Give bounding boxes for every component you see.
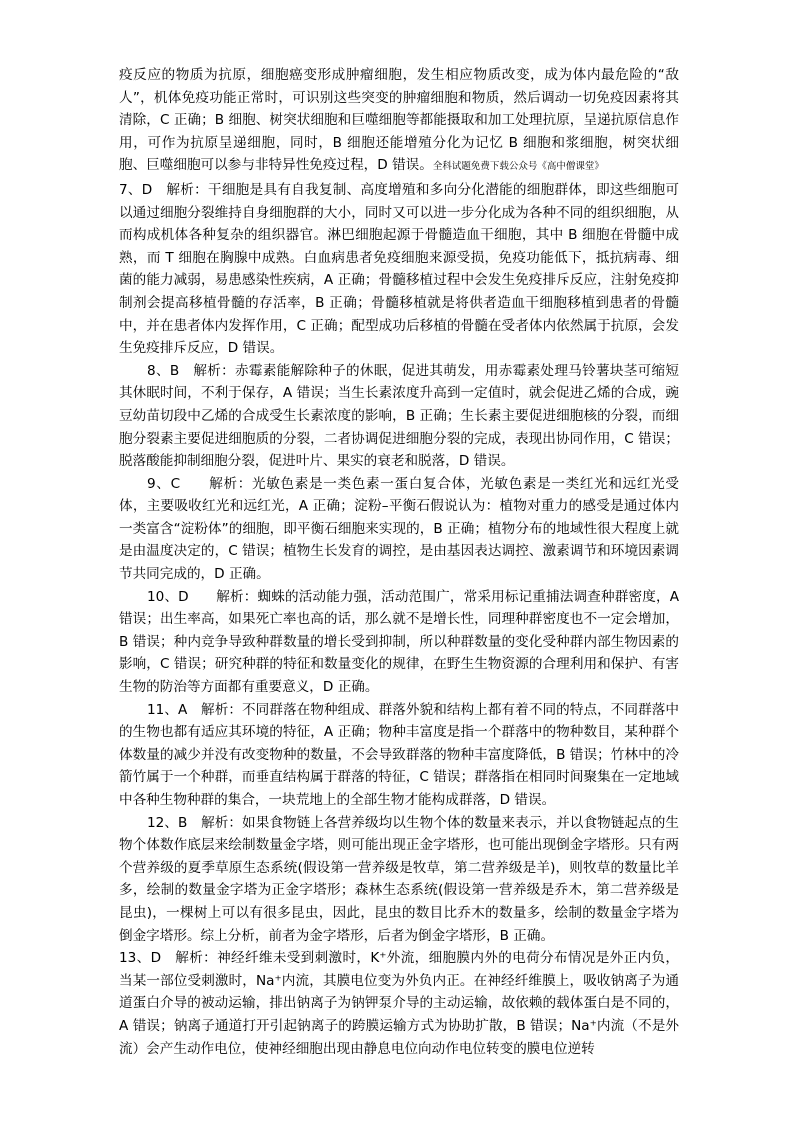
paragraph-immunity-continued [119, 64, 679, 179]
document-page [119, 64, 679, 1060]
paragraph-answer-9: 9、C 解析：光敏色素是一类色素一蛋白复合体，光敏色素是一类红光和远红光受体，主要吸收红光和远红光，A 正确；淀粉–平衡石假说认为：植物对重力的感受是通过体内一类富含“淀粉体”的细胞，即平衡石细胞来实现的，B 正确；植物分布的地域性很大程度上就是由温度决定的，C 错误；植物生长发育的调控，是由基因表达调控、激素调节和环境因素调节共同完成的，D 正确。 [119, 475, 679, 583]
paragraph-answer-11: 11、A 解析：不同群落在物种组成、群落外貌和结构上都有着不同的特点，不同群落中的生物也都有适应其环境的特征，A 正确；物种丰富度是指一个群落中的物种数目，某种群个体数量的减少并没有改变物种的数量，不会导致群落的物种丰富度降低，B 错误；竹林中的冷箭竹属于一个种群，而垂直结构属于群落的特征，C 错误；群落指在相同时间聚集在一定地域中各种生物种群的集合，一块荒地上的全部生物才能构成群落，D 错误。 [119, 701, 679, 808]
paragraph-answer-7: 7、D 解析：干细胞是具有自我复制、高度增殖和多向分化潜能的细胞群体，即这些细胞可以通过细胞分裂维持自身细胞群的大小，同时又可以进一步分化成为各种不同的组织细胞，从而构成机体各种复杂的组织器官。淋巴细胞起源于骨髓造血干细胞，其中 B 细胞在骨髓中成熟，而 T 细胞在胸腺中成熟。白血病患者免疫细胞来源受损，免疫功能低下，抵抗病毒、细菌的能力减弱，易患感染性疾病，A 正确；骨髓移植过程中会发生免疫排斥反应，注射免疫抑制剂会提高移植骨髓的存活率，B 正确；骨髓移植就是将供者造血干细胞移植到患者的骨髓中，并在患者体内发挥作用，C 正确；配型成功后移植的骨髓在受者体内依然属于抗原，会发生免疫排斥反应，D 错误。 [119, 181, 679, 357]
paragraph-answer-8: 8、B 解析：赤霉素能解除种子的休眠，促进其萌发，用赤霉素处理马铃薯块茎可缩短其休眠时间，不利于保存，A 错误；当生长素浓度升高到一定值时，就会促进乙烯的合成，豌豆幼苗切段中乙烯的合成受生长素浓度的影响，B 正确；生长素主要促进细胞核的分裂，而细胞分裂素主要促进细胞质的分裂，二者协调促进细胞分裂的完成，表现出协同作用，C 错误；脱落酸能抑制细胞分裂，促进叶片、果实的衰老和脱落，D 错误。 [119, 362, 679, 470]
paragraph-answer-13: 13、D 解析：神经纤维未受到刺激时，K⁺外流，细胞膜内外的电荷分布情况是外正内负，当某一部位受刺激时，Na⁺内流，其膜电位变为外负内正。在神经纤维膜上，吸收钠离子为通道蛋白介导的被动运输，排出钠离子为钠钾泵介导的主动运输，故依赖的载体蛋白是不同的，A 错误；钠离子通道打开引起钠离子的跨膜运输方式为协助扩散，B 错误；Na⁺内流（不是外流）会产生动作电位，使神经细胞出现由静息电位向动作电位转变的膜电位逆转 [119, 950, 679, 1057]
source-note: 全科试题免费下载公众号《高中僧课堂》 [432, 161, 604, 173]
paragraph-text: 疫反应的物质为抗原，细胞癌变形成肿瘤细胞，发生相应物质改变，成为体内最危险的“敌人”，机体免疫功能正常时，可识别这些突变的肿瘤细胞和物质，然后调动一切免疫因素将其清除，C 正确；B 细胞、树突状细胞和巨噬细胞等都能摄取和加工处理抗原，呈递抗原信息作用，可作为抗原呈递细胞，同时，B 细胞还能增殖分化为记忆 B 细胞和浆细胞，树突状细胞、巨噬细胞可以参与非特异性免疫过程，D 错误。 [119, 67, 679, 174]
paragraph-answer-12: 12、B 解析：如果食物链上各营养级均以生物个体的数量来表示，并以食物链起点的生物个体数作底层来绘制数量金字塔，则可能出现正金字塔形，也可能出现倒金字塔形。只有两个营养级的夏季草原生态系统(假设第一营养级是牧草，第二营养级是羊)，则牧草的数量比羊多，绘制的数量金字塔为正金字塔形；森林生态系统(假设第一营养级是乔木，第二营养级是昆虫)，一棵树上可以有很多昆虫，因此，昆虫的数目比乔木的数量多，绘制的数量金字塔为倒金字塔形。综上分析，前者为金字塔形，后者为倒金字塔形，B 正确。 [119, 814, 679, 944]
paragraph-answer-10: 10、D 解析：蜘蛛的活动能力强，活动范围广，常采用标记重捕法调查种群密度，A 错误；出生率高，如果死亡率也高的话，那么就不是增长性，同理种群密度也不一定会增加，B 错误；种内竞争导致种群数量的增长受到抑制，所以种群数量的变化受种群内部生物因素的影响，C 错误；研究种群的特征和数量变化的规律，在野生生物资源的合理利用和保护、有害生物的防治等方面都有重要意义，D 正确。 [119, 588, 679, 696]
